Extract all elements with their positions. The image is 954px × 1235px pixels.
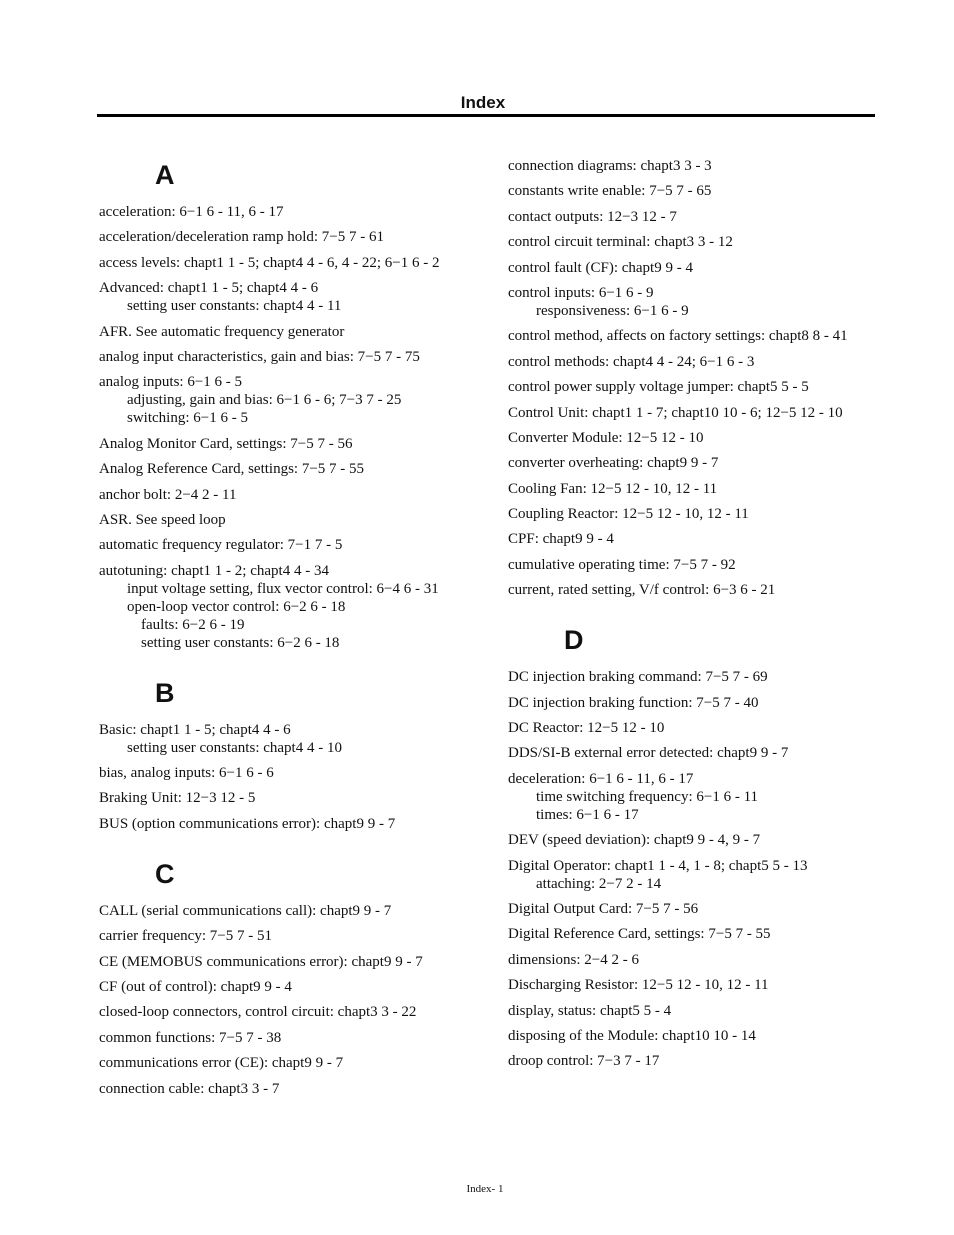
index-entry bbox=[99, 511, 469, 529]
sub-entry-text: attaching: 2−7 2 - 14 bbox=[536, 875, 662, 892]
index-entry bbox=[99, 978, 469, 996]
entry-text: Braking Unit: 12−3 12 - 5 bbox=[99, 790, 256, 807]
sub-entry-text: times: 6−1 6 - 17 bbox=[536, 806, 639, 823]
index-entry bbox=[99, 373, 469, 427]
index-entry bbox=[508, 1052, 878, 1070]
index-entry bbox=[508, 581, 878, 599]
sub-entry-text: setting user constants: 6−2 6 - 18 bbox=[141, 634, 340, 651]
index-entry bbox=[508, 327, 878, 345]
index-entry bbox=[99, 927, 469, 945]
entry-text: carrier frequency: 7−5 7 - 51 bbox=[99, 928, 272, 945]
header-rule bbox=[97, 114, 875, 117]
entry-text: connection cable: chapt3 3 - 7 bbox=[99, 1080, 280, 1097]
entry-text: analog input characteristics, gain and bias: 7−5 7 - 75 bbox=[99, 348, 420, 365]
index-entry bbox=[99, 228, 469, 246]
entry-text: Digital Reference Card, settings: 7−5 7 - 55 bbox=[508, 926, 771, 943]
index-column-right bbox=[508, 157, 878, 1078]
section-letter: C bbox=[155, 858, 175, 889]
entry-text: anchor bolt: 2−4 2 - 11 bbox=[99, 486, 237, 503]
entry-text: control inputs: 6−1 6 - 9 bbox=[508, 284, 654, 301]
index-entry bbox=[508, 208, 878, 226]
index-entry bbox=[508, 259, 878, 277]
index-entry bbox=[99, 1003, 469, 1021]
index-entry bbox=[508, 719, 878, 737]
sub-entry-text: faults: 6−2 6 - 19 bbox=[141, 616, 245, 633]
entry-text: Cooling Fan: 12−5 12 - 10, 12 - 11 bbox=[508, 480, 718, 497]
entry-text: current, rated setting, V/f control: 6−3 6 - 21 bbox=[508, 582, 776, 599]
index-entry bbox=[508, 744, 878, 762]
index-entry bbox=[508, 1027, 878, 1045]
sub-entry-text: switching: 6−1 6 - 5 bbox=[127, 410, 248, 427]
index-section bbox=[508, 157, 878, 599]
page-number: Index- 1 bbox=[466, 1183, 504, 1195]
index-entry bbox=[508, 530, 878, 548]
index-entry bbox=[99, 486, 469, 504]
sub-entry-text: time switching frequency: 6−1 6 - 11 bbox=[536, 788, 759, 805]
index-entry bbox=[508, 157, 878, 175]
index-entry bbox=[508, 1002, 878, 1020]
entry-text: contact outputs: 12−3 12 - 7 bbox=[508, 208, 677, 225]
entry-text: Digital Operator: chapt1 1 - 4, 1 - 8; chapt5 5 - 13 bbox=[508, 857, 808, 874]
index-entry bbox=[508, 900, 878, 918]
entry-text: droop control: 7−3 7 - 17 bbox=[508, 1053, 660, 1070]
index-entry bbox=[99, 815, 469, 833]
index-entry bbox=[99, 1080, 469, 1098]
sub-entry-text: adjusting, gain and bias: 6−1 6 - 6; 7−3 7 - 25 bbox=[127, 392, 402, 409]
entry-text: Analog Reference Card, settings: 7−5 7 - 55 bbox=[99, 461, 365, 478]
entry-text: control fault (CF): chapt9 9 - 4 bbox=[508, 259, 693, 276]
entry-text: Discharging Resistor: 12−5 12 - 10, 12 - 11 bbox=[508, 977, 769, 994]
index-entry bbox=[508, 976, 878, 994]
section-letter: B bbox=[155, 677, 175, 708]
index-entry bbox=[99, 254, 469, 272]
entry-text: converter overheating: chapt9 9 - 7 bbox=[508, 455, 719, 472]
entry-text: control methods: chapt4 4 - 24; 6−1 6 - 3 bbox=[508, 353, 755, 370]
entry-text: closed-loop connectors, control circuit: chapt3 3 - 22 bbox=[99, 1004, 417, 1021]
entry-text: disposing of the Module: chapt10 10 - 14 bbox=[508, 1027, 756, 1044]
entry-text: acceleration: 6−1 6 - 11, 6 - 17 bbox=[99, 204, 284, 220]
index-entry bbox=[508, 284, 878, 320]
entry-text: acceleration/deceleration ramp hold: 7−5 7 - 61 bbox=[99, 229, 385, 246]
index-entry bbox=[508, 454, 878, 472]
page-title: Index bbox=[460, 93, 506, 112]
entry-text: DC injection braking function: 7−5 7 - 40 bbox=[508, 694, 759, 711]
entry-text: control power supply voltage jumper: chapt5 5 - 5 bbox=[508, 379, 809, 396]
index-entry bbox=[508, 831, 878, 849]
index-entry bbox=[508, 857, 878, 893]
index-entry bbox=[99, 279, 469, 315]
entry-text: control method, affects on factory settings: chapt8 8 - 41 bbox=[508, 328, 848, 345]
entry-text: display, status: chapt5 5 - 4 bbox=[508, 1002, 672, 1019]
index-entry bbox=[99, 323, 469, 341]
index-entry bbox=[99, 203, 469, 221]
entry-text: access levels: chapt1 1 - 5; chapt4 4 - 6, 4 - 22; 6−1 6 - 2 bbox=[99, 254, 440, 271]
entry-text: control circuit terminal: chapt3 3 - 12 bbox=[508, 234, 733, 251]
entry-text: cumulative operating time: 7−5 7 - 92 bbox=[508, 556, 736, 573]
entry-text: Coupling Reactor: 12−5 12 - 10, 12 - 11 bbox=[508, 506, 749, 523]
index-section bbox=[99, 678, 469, 833]
index-entry bbox=[99, 902, 469, 920]
index-entry bbox=[508, 925, 878, 943]
index-entry bbox=[508, 404, 878, 422]
index-entry bbox=[508, 480, 878, 498]
index-entry bbox=[99, 536, 469, 554]
entry-text: DEV (speed deviation): chapt9 9 - 4, 9 - 7 bbox=[508, 832, 761, 849]
index-entry bbox=[99, 789, 469, 807]
index-entry bbox=[99, 721, 469, 757]
index-section bbox=[99, 859, 469, 1098]
entry-text: constants write enable: 7−5 7 - 65 bbox=[508, 183, 712, 200]
sub-entry-text: responsiveness: 6−1 6 - 9 bbox=[536, 302, 689, 319]
entry-text: CALL (serial communications call): chapt9 9 - 7 bbox=[99, 902, 392, 919]
index-entry bbox=[99, 562, 469, 652]
index-entry bbox=[508, 770, 878, 824]
entry-text: CF (out of control): chapt9 9 - 4 bbox=[99, 979, 292, 996]
sub-entry-text: open-loop vector control: 6−2 6 - 18 bbox=[127, 598, 346, 615]
entry-text: Advanced: chapt1 1 - 5; chapt4 4 - 6 bbox=[99, 280, 319, 297]
index-entry bbox=[508, 429, 878, 447]
entry-text: DC injection braking command: 7−5 7 - 69 bbox=[508, 669, 768, 686]
index-entry bbox=[508, 556, 878, 574]
index-entry bbox=[99, 460, 469, 478]
index-entry bbox=[508, 233, 878, 251]
sub-entry-text: setting user constants: chapt4 4 - 10 bbox=[127, 739, 342, 756]
index-entry bbox=[99, 953, 469, 971]
index-entry bbox=[99, 435, 469, 453]
index-entry bbox=[99, 348, 469, 366]
index-column-left bbox=[99, 160, 469, 1105]
entry-text: CE (MEMOBUS communications error): chapt9 9 - 7 bbox=[99, 953, 423, 970]
index-entry bbox=[99, 1054, 469, 1072]
entry-text: DDS/SI-B external error detected: chapt9 9 - 7 bbox=[508, 745, 789, 762]
section-letter: A bbox=[155, 160, 175, 190]
section-letter: D bbox=[564, 625, 584, 656]
index-entry bbox=[508, 668, 878, 686]
index-entry bbox=[99, 1029, 469, 1047]
entry-text: Digital Output Card: 7−5 7 - 56 bbox=[508, 900, 699, 917]
entry-text: Converter Module: 12−5 12 - 10 bbox=[508, 429, 704, 446]
entry-text: DC Reactor: 12−5 12 - 10 bbox=[508, 720, 665, 737]
index-entry bbox=[508, 378, 878, 396]
entry-text: analog inputs: 6−1 6 - 5 bbox=[99, 374, 243, 391]
entry-text: deceleration: 6−1 6 - 11, 6 - 17 bbox=[508, 770, 694, 787]
entry-text: BUS (option communications error): chapt9 9 - 7 bbox=[99, 815, 396, 832]
entry-text: autotuning: chapt1 1 - 2; chapt4 4 - 34 bbox=[99, 562, 329, 579]
sub-entry-text: input voltage setting, flux vector control: 6−4 6 - 31 bbox=[127, 580, 439, 597]
index-entry bbox=[508, 694, 878, 712]
entry-text: communications error (CE): chapt9 9 - 7 bbox=[99, 1055, 344, 1072]
entry-text: AFR. See automatic frequency generator bbox=[99, 323, 345, 340]
index-entry bbox=[508, 951, 878, 969]
entry-text: automatic frequency regulator: 7−1 7 - 5 bbox=[99, 537, 343, 554]
index-entry bbox=[508, 182, 878, 200]
index-section bbox=[508, 625, 878, 1070]
index-entry bbox=[508, 505, 878, 523]
entry-text: bias, analog inputs: 6−1 6 - 6 bbox=[99, 765, 274, 782]
index-entry bbox=[99, 764, 469, 782]
entry-text: common functions: 7−5 7 - 38 bbox=[99, 1029, 282, 1046]
entry-text: Control Unit: chapt1 1 - 7; chapt10 10 - 6; 12−5 12 - 10 bbox=[508, 404, 843, 421]
entry-text: Analog Monitor Card, settings: 7−5 7 - 56 bbox=[99, 435, 353, 452]
entry-text: connection diagrams: chapt3 3 - 3 bbox=[508, 158, 712, 174]
entry-text: ASR. See speed loop bbox=[99, 511, 226, 528]
index-section bbox=[99, 160, 469, 652]
index-entry bbox=[508, 353, 878, 371]
entry-text: CPF: chapt9 9 - 4 bbox=[508, 531, 614, 548]
entry-text: Basic: chapt1 1 - 5; chapt4 4 - 6 bbox=[99, 721, 291, 738]
entry-text: dimensions: 2−4 2 - 6 bbox=[508, 951, 639, 968]
sub-entry-text: setting user constants: chapt4 4 - 11 bbox=[127, 298, 342, 315]
